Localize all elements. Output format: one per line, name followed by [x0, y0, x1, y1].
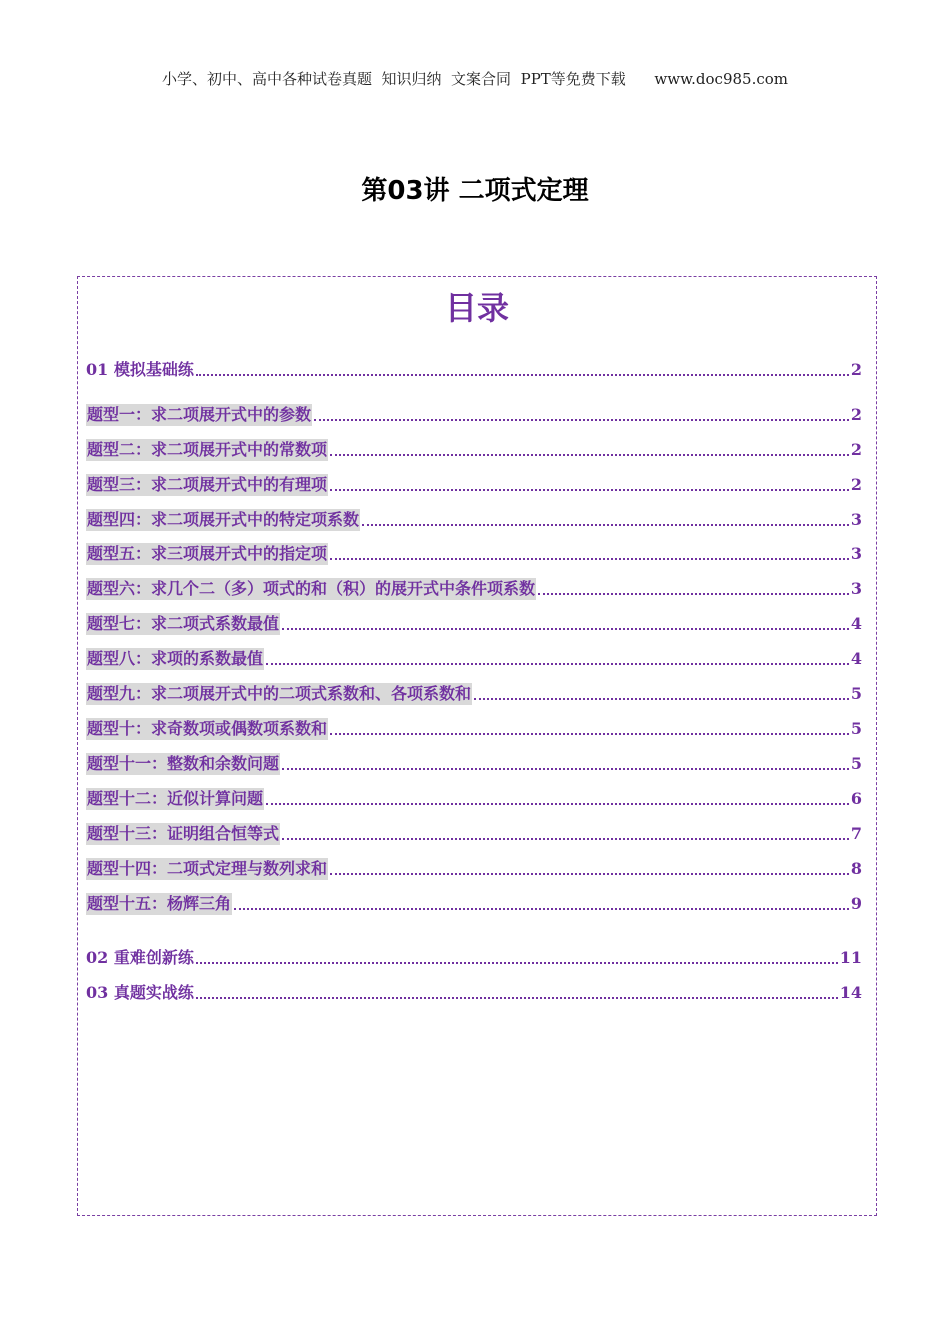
toc-leader-dots [196, 996, 838, 999]
toc-leader-dots [196, 961, 838, 964]
toc-page-number: 3 [850, 579, 862, 598]
page-title: 第03讲 二项式定理 [361, 176, 589, 206]
toc-entry-label: 题型九：求二项展开式中的二项式系数和、各项系数和 [87, 684, 472, 703]
toc-item[interactable] [86, 507, 862, 531]
toc-item[interactable] [86, 716, 862, 740]
toc-item[interactable] [86, 576, 862, 600]
toc-leader-dots [330, 488, 849, 491]
toc-leader-dots [314, 418, 849, 421]
toc-item[interactable] [86, 611, 862, 635]
toc-item[interactable] [86, 402, 862, 426]
toc-entry-label: 题型八：求项的系数最值 [87, 649, 264, 668]
toc-leader-dots [474, 697, 849, 700]
toc-item[interactable] [86, 541, 862, 565]
toc-item[interactable] [86, 786, 862, 810]
toc-leader-dots [362, 523, 849, 526]
toc-entry-label: 03 真题实战练 [86, 983, 194, 1002]
toc-item[interactable] [86, 646, 862, 670]
toc-page-number: 3 [850, 510, 862, 529]
toc-page-number: 14 [839, 983, 862, 1002]
toc-item[interactable] [86, 681, 862, 705]
toc-page-number: 2 [850, 440, 862, 459]
toc-entry-label: 题型七：求二项式系数最值 [87, 614, 280, 633]
toc-entry-label: 题型十五：杨辉三角 [87, 894, 232, 913]
toc-leader-dots [266, 662, 849, 665]
toc-item[interactable] [86, 891, 862, 915]
toc-page-number: 2 [850, 360, 862, 379]
table-of-contents [77, 276, 877, 1216]
toc-page-number: 8 [850, 859, 862, 878]
toc-item[interactable] [86, 751, 862, 775]
page-header [0, 68, 950, 89]
toc-entry-label: 题型十：求奇数项或偶数项系数和 [87, 719, 328, 738]
toc-page-number: 11 [839, 948, 862, 967]
toc-leader-dots [330, 732, 849, 735]
toc-page-number: 5 [850, 684, 862, 703]
toc-page-number: 5 [850, 719, 862, 738]
toc-entry-label: 02 重难创新练 [86, 948, 194, 967]
toc-entry-label: 题型四：求二项展开式中的特定项系数 [87, 510, 360, 529]
toc-entry-label: 题型十二：近似计算问题 [87, 789, 264, 808]
toc-item[interactable] [86, 472, 862, 496]
toc-section-1[interactable] [86, 357, 862, 381]
toc-entry-label: 题型五：求三项展开式中的指定项 [87, 544, 328, 563]
toc-section-2[interactable] [86, 945, 862, 969]
toc-page-number: 4 [850, 614, 862, 633]
toc-page-number: 7 [850, 824, 862, 843]
toc-leader-dots [330, 453, 849, 456]
toc-entry-label: 题型六：求几个二（多）项式的和（积）的展开式中条件项系数 [87, 579, 536, 598]
toc-entry-label: 题型十四：二项式定理与数列求和 [87, 859, 328, 878]
toc-item[interactable] [86, 821, 862, 845]
toc-entry-label: 题型十一：整数和余数问题 [87, 754, 280, 773]
toc-page-number: 6 [850, 789, 862, 808]
toc-entry-label: 01 模拟基础练 [86, 360, 194, 379]
header-site: www.doc985.com [654, 70, 788, 88]
toc-page-number: 2 [850, 405, 862, 424]
toc-entry-label: 题型三：求二项展开式中的有理项 [87, 475, 328, 494]
toc-entry-label: 题型十三：证明组合恒等式 [87, 824, 280, 843]
header-banner: 小学、初中、高中各种试卷真题 知识归纳 文案合同 PPT等免费下载 [161, 70, 626, 88]
toc-section-3[interactable] [86, 980, 862, 1004]
toc-leader-dots [282, 627, 849, 630]
toc-leader-dots [282, 767, 849, 770]
toc-leader-dots [330, 557, 849, 560]
toc-leader-dots [282, 837, 849, 840]
toc-page-number: 5 [850, 754, 862, 773]
toc-page-number: 3 [850, 544, 862, 563]
toc-item[interactable] [86, 437, 862, 461]
toc-leader-dots [234, 907, 849, 910]
toc-page-number: 4 [850, 649, 862, 668]
toc-leader-dots [538, 592, 849, 595]
toc-leader-dots [330, 872, 849, 875]
toc-entry-label: 题型二：求二项展开式中的常数项 [87, 440, 328, 459]
toc-page-number: 9 [850, 894, 862, 913]
toc-leader-dots [266, 802, 849, 805]
toc-page-number: 2 [850, 475, 862, 494]
toc-heading: 目录 [444, 289, 509, 327]
toc-entry-label: 题型一：求二项展开式中的参数 [87, 405, 312, 424]
toc-leader-dots [196, 373, 849, 376]
toc-item[interactable] [86, 856, 862, 880]
